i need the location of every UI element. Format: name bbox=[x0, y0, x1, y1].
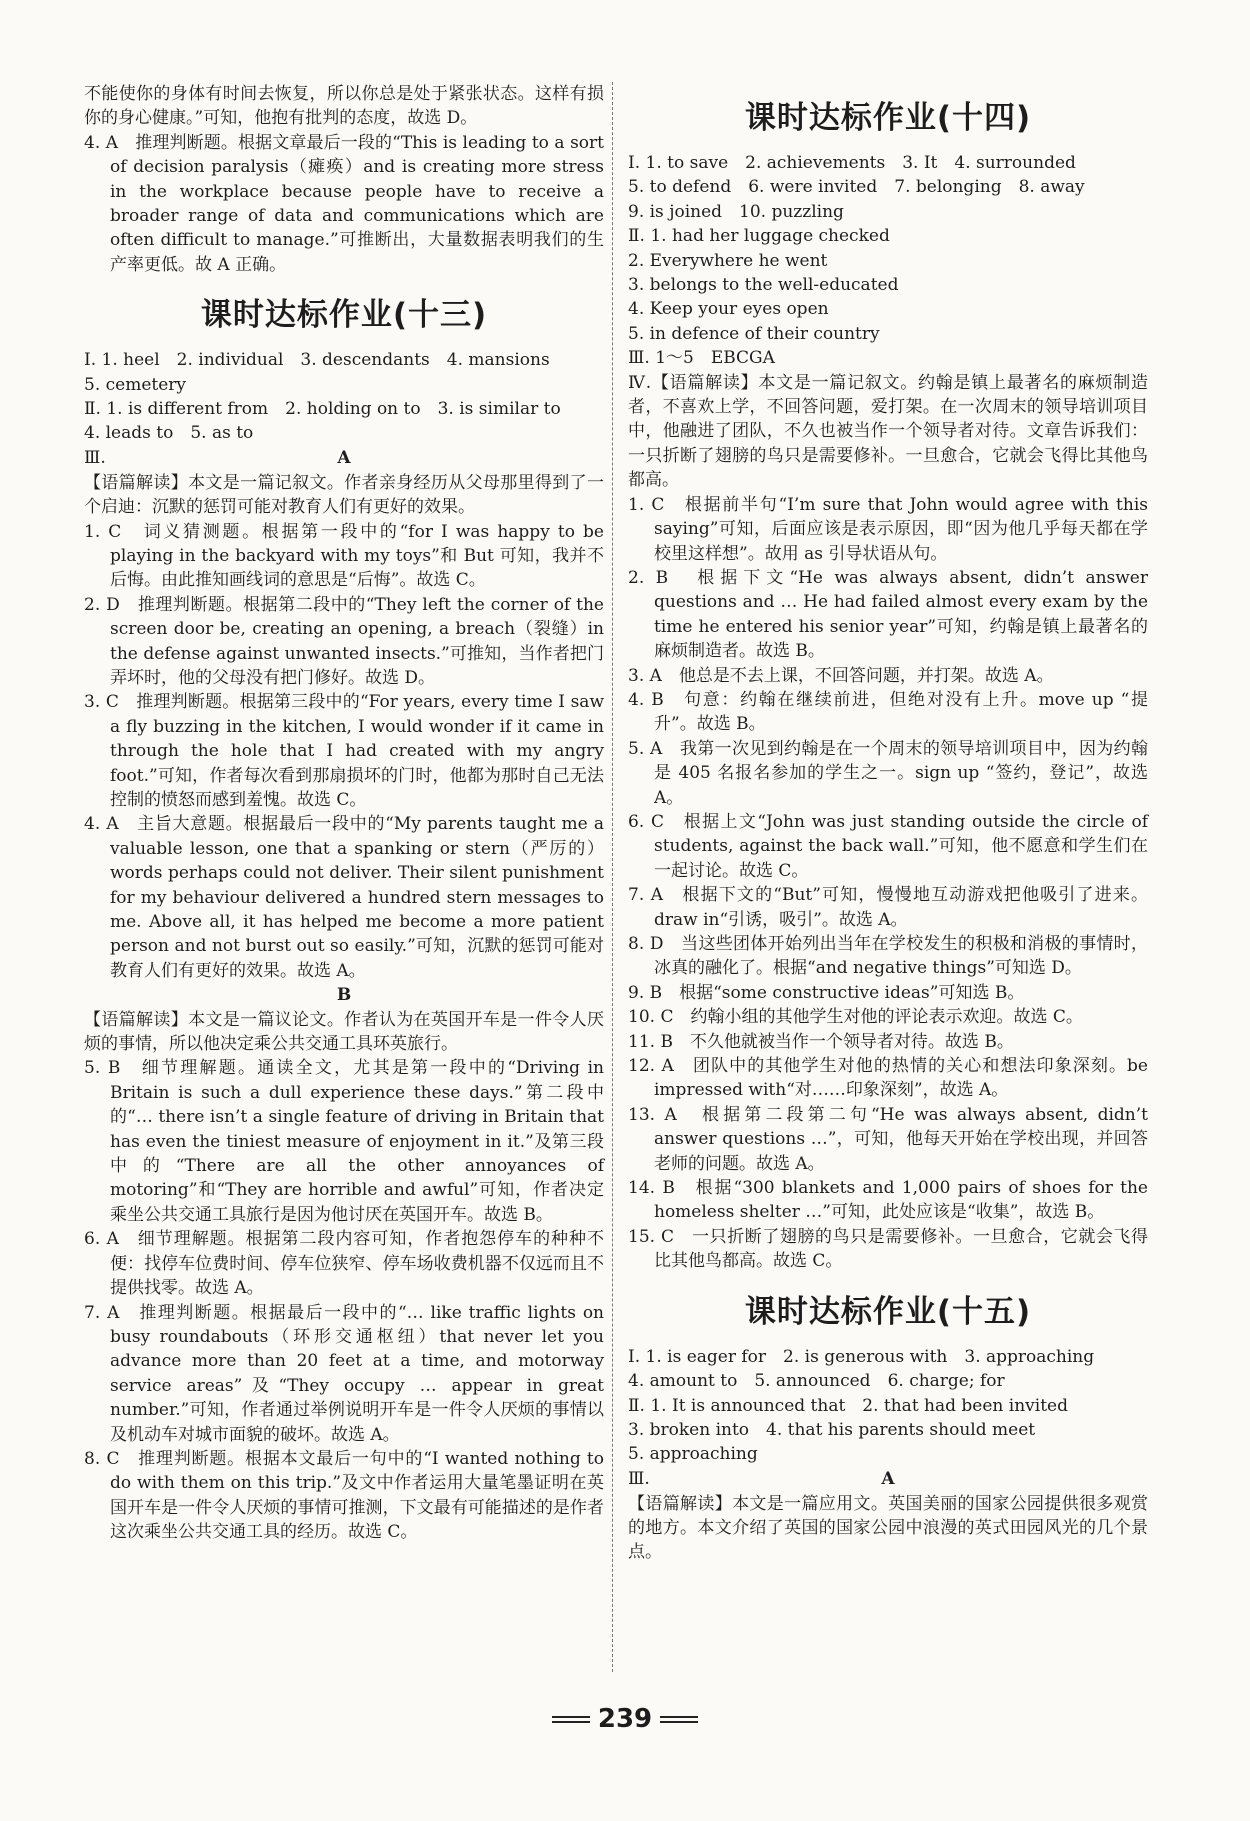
answer-item: 7. A 推理判断题。根据最后一段中的“… like traffic lights on busy roundabouts（环形交通枢纽）that never let you advance more than 20 feet at a time, and motorway service areas”及“They occupy … appear in great number.”可知，作者通过举例说明开车是一件令人厌烦的事情以及机动车对城市面貌的破坏。故选 A。 bbox=[84, 1302, 604, 1445]
answer-item: 9. B 根据“some constructive ideas”可知选 B。 bbox=[628, 982, 1025, 1003]
phrase-line: 5. in defence of their country bbox=[628, 323, 880, 344]
answer-item: 4. A 推理判断题。根据文章最后一段的“This is leading to a sort of decision paralysis（瘫痪）and is creating more stress in the workplace because people have to receive a broader range of data and communications which are often difficult to manage.”可推断出，大量数据表明我们的生产率更低。故 A 正确。 bbox=[84, 132, 604, 275]
phrase-line: 2. Everywhere he went bbox=[628, 250, 828, 271]
answer-item: 6. A 细节理解题。根据第二段内容可知，作者抱怨停车的种种不便：找停车位费时间、停车位狭窄、停车场收费机器不仅远而且不提供找零。故选 A。 bbox=[84, 1229, 604, 1299]
answer-line: Ⅲ. 1～5 EBCGA bbox=[628, 348, 775, 369]
passage-summary: 【语篇解读】本文是一篇应用文。英国美丽的国家公园提供很多观赏的地方。本文介绍了英国的国家公园中浪漫的英式田园风光的几个景点。 bbox=[628, 1493, 1148, 1563]
vocab-line: 9. is joined 10. puzzling bbox=[628, 201, 844, 222]
answer-item: 4. A 主旨大意题。根据最后一段中的“My parents taught me a valuable lesson, one that a spanking or stern（严厉的）words perhaps could not deliver. Their silent punishment for my behaviour delivered a hundred stern messages to me. Above all, it has helped me become a more patient person and not burst out so easily.”可知，沉默的惩罚可能对教育人们有更好的效果。故选 A。 bbox=[84, 814, 604, 981]
left-column bbox=[84, 82, 604, 1545]
passage-label-a: A bbox=[337, 448, 351, 469]
phrase-line: 5. approaching bbox=[628, 1444, 758, 1465]
answer-item: 15. C 一只折断了翅膀的鸟只是需要修补。一旦愈合，它就会飞得比其他鸟都高。故选 C。 bbox=[628, 1226, 1148, 1272]
phrase-line: Ⅱ. 1. is different from 2. holding on to 3. is similar to bbox=[84, 399, 561, 420]
answer-item: 1. C 根据前半句“I’m sure that John would agree with this saying”可知，后面应该是表示原因，即“因为他几乎每天都在学校里这样想”。故用 as 引导状语从句。 bbox=[628, 494, 1148, 564]
passage-summary: 【语篇解读】本文是一篇议论文。作者认为在英国开车是一件令人厌烦的事情，所以他决定乘公共交通工具环英旅行。 bbox=[84, 1009, 604, 1055]
section-heading-13: 课时达标作业(十三) bbox=[200, 297, 488, 334]
phrase-line: 3. belongs to the well-educated bbox=[628, 275, 899, 296]
right-column bbox=[628, 82, 1148, 1565]
part-number: Ⅲ. bbox=[628, 1468, 650, 1489]
answer-item: 10. C 约翰小组的其他学生对他的评论表示欢迎。故选 C。 bbox=[628, 1007, 1083, 1028]
answer-item: 2. D 推理判断题。根据第二段中的“They left the corner of the screen door be, creating an opening, a breach（裂缝）in the defense against unwanted insects.”可推知，当作者把门弄坏时，他的父母没有把门修好。故选 D。 bbox=[84, 594, 604, 688]
answer-item: 3. C 推理判断题。根据第三段中的“For years, every time I saw a fly buzzing in the kitchen, I would wonder if it came in through the hole that I had created with my angry foot.”可知，作者每次看到那扇损坏的门时，他都为那时自己无法控制的愤怒而感到羞愧。故选 C。 bbox=[84, 692, 604, 810]
answer-item: 14. B 根据“300 blankets and 1,000 pairs of shoes for the homeless shelter …”可知，此处应该是“收集”，故选 B。 bbox=[628, 1178, 1148, 1223]
phrase-line: Ⅱ. 1. It is announced that 2. that had been invited bbox=[628, 1395, 1068, 1416]
vocab-line: 5. to defend 6. were invited 7. belonging 8. away bbox=[628, 177, 1085, 198]
page-number bbox=[0, 1704, 1250, 1734]
answer-item: 8. C 推理判断题。根据本文最后一句中的“I wanted nothing to do with them on this trip.”及文中作者运用大量笔墨证明在英国开车是一件令人厌烦的事情可推测，下文最有可能描述的是作者这次乘坐公共交通工具的经历。故选 C。 bbox=[84, 1448, 604, 1543]
vocab-line: Ⅰ. 1. heel 2. individual 3. descendants 4. mansions bbox=[84, 350, 550, 371]
phrase-line: 4. leads to 5. as to bbox=[84, 423, 254, 444]
answer-item: 6. C 根据上文“John was just standing outside the circle of students, against the back wall.”可知，他不愿意和学生们在一起讨论。故选 C。 bbox=[628, 811, 1148, 881]
answer-item: 1. C 词义猜测题。根据第一段中的“for I was happy to be playing in the backyard with my toys”和 But 可知，我并不后悔。由此推知画线词的意思是“后悔”。故选 C。 bbox=[84, 521, 604, 591]
passage-label-a: A bbox=[881, 1469, 895, 1490]
phrase-line: 3. broken into 4. that his parents should meet bbox=[628, 1419, 1036, 1440]
phrase-line: Ⅱ. 1. had her luggage checked bbox=[628, 226, 890, 247]
answer-item: 13. A 根据第二段第二句“He was always absent, didn’t answer questions …”，可知，他每天开始在学校出现，并回答老师的问题。故选 A。 bbox=[628, 1104, 1148, 1174]
answer-item: 7. A 根据下文的“But”可知，慢慢地互动游戏把他吸引了进来。draw in“引诱，吸引”。故选 A。 bbox=[628, 885, 1148, 930]
answer-item: 8. D 当这些团体开始列出当年在学校发生的积极和消极的事情时，冰真的融化了。根据“and negative things”可知选 D。 bbox=[628, 934, 1148, 979]
page-number-text: 239 bbox=[597, 1704, 653, 1734]
vocab-line: 5. cemetery bbox=[84, 374, 187, 395]
answer-item: 5. B 细节理解题。通读全文，尤其是第一段中的“Driving in Britain is such a dull experience these days.”第二段中的“… there isn’t a single feature of driving in Britain that has even the tiniest measure of enjoyment in it.”及第三段中的“There are all the other annoyances of motoring”和“They are horrible and awful”可知，作者决定乘坐公共交通工具旅行是因为他讨厌在英国开车。故选 B。 bbox=[84, 1058, 604, 1225]
section-heading-15: 课时达标作业(十五) bbox=[744, 1293, 1032, 1330]
passage-summary: Ⅳ.【语篇解读】本文是一篇记叙文。约翰是镇上最著名的麻烦制造者，不喜欢上学，不回答问题，爱打架。在一次周末的领导培训项目中，他融进了团队，不久也被当作一个领导者对待。文章告诉我们：一只折断了翅膀的鸟只是需要修补。一旦愈合，它就会飞得比其他鸟都高。 bbox=[628, 372, 1148, 491]
part-number: Ⅲ. bbox=[84, 447, 106, 468]
page-number-ornament-left bbox=[552, 1716, 590, 1723]
answer-item: 5. A 我第一次见到约翰是在一个周末的领导培训项目中，因为约翰是 405 名报名参加的学生之一。sign up “签约，登记”，故选 A。 bbox=[628, 738, 1148, 808]
vocab-line: Ⅰ. 1. to save 2. achievements 3. It 4. surrounded bbox=[628, 153, 1076, 173]
passage-label-b: B bbox=[336, 985, 352, 1006]
vocab-line: 4. amount to 5. announced 6. charge; for bbox=[628, 1371, 1005, 1392]
answer-item: 3. A 他总是不去上课，不回答问题，并打架。故选 A。 bbox=[628, 665, 1054, 686]
answer-item: 2. B 根据下文“He was always absent, didn’t answer questions and … He had failed almost every exam by the time he entered his senior year”可知，约翰是镇上最著名的麻烦制造者。故选 B。 bbox=[628, 567, 1148, 662]
page-number-ornament-right bbox=[660, 1716, 698, 1723]
passage-summary: 【语篇解读】本文是一篇记叙文。作者亲身经历从父母那里得到了一个启迪：沉默的惩罚可能对教育人们有更好的效果。 bbox=[84, 472, 604, 518]
section-heading-14: 课时达标作业(十四) bbox=[744, 100, 1032, 136]
paragraph-intro: 不能使你的身体有时间去恢复，所以你总是处于紧张状态。这样有损你的身心健康。”可知，他抱有批判的态度，故选 D。 bbox=[84, 84, 604, 129]
answer-item: 4. B 句意：约翰在继续前进，但绝对没有上升。move up “提升”。故选 B。 bbox=[628, 689, 1148, 735]
column-divider bbox=[612, 82, 613, 1672]
phrase-line: 4. Keep your eyes open bbox=[628, 299, 829, 320]
answer-item: 12. A 团队中的其他学生对他的热情的关心和想法印象深刻。be impressed with“对……印象深刻”，故选 A。 bbox=[628, 1056, 1148, 1101]
answer-item: 11. B 不久他就被当作一个领导者对待。故选 B。 bbox=[628, 1031, 1014, 1052]
vocab-line: Ⅰ. 1. is eager for 2. is generous with 3. approaching bbox=[628, 1346, 1095, 1367]
